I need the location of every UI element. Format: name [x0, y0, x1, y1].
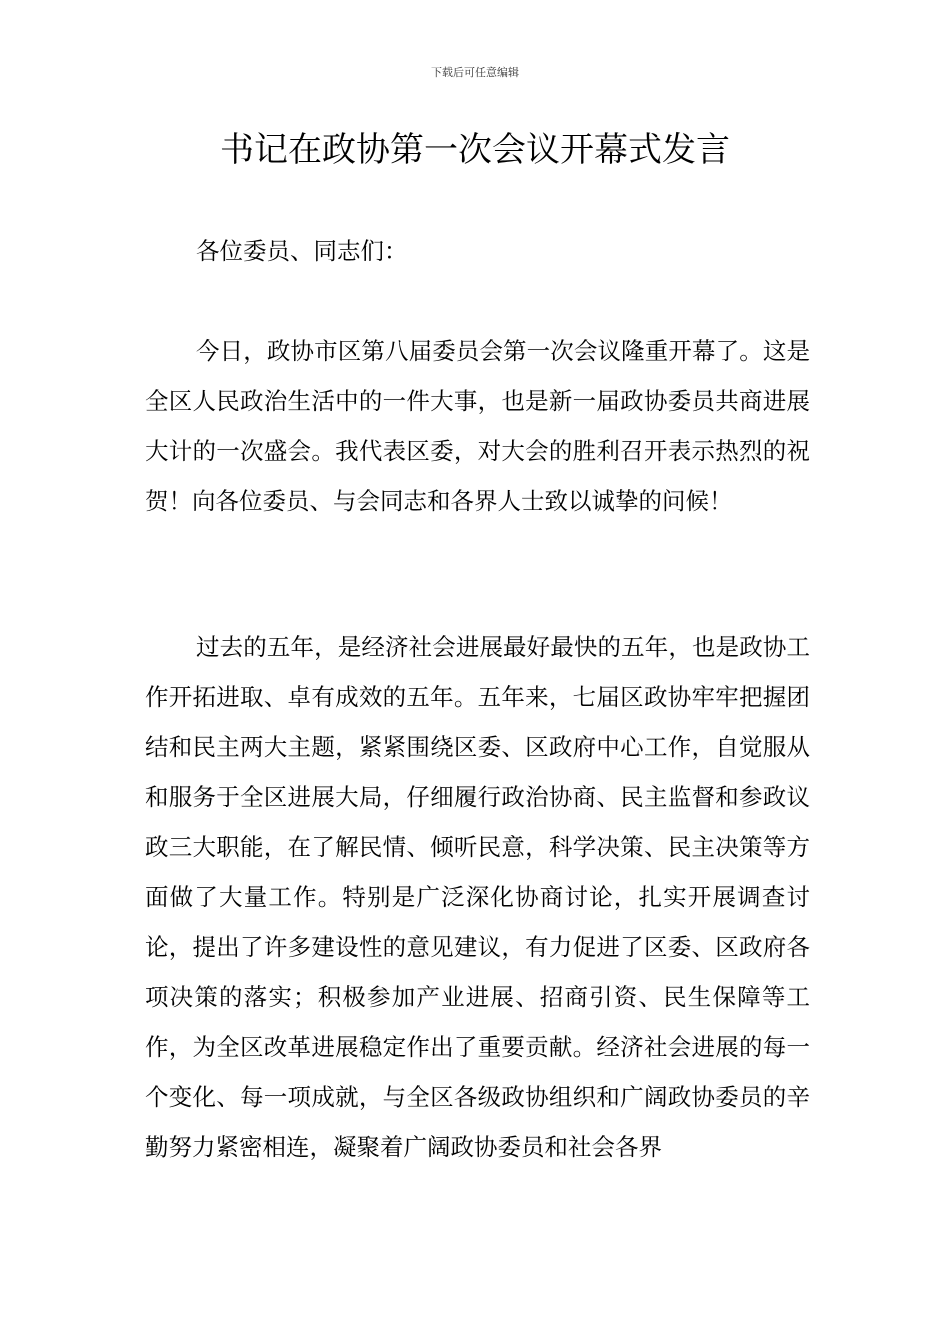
- paragraph-opening: 今日，政协市区第八届委员会第一次会议隆重开幕了。这是全区人民政治生活中的一件大事，也是新一届政协委员共商进展大计的一次盛会。我代表区委，对大会的胜利召开表示热烈的祝贺！向各位委员、与会同志和各界人士致以诚挚的问候！: [145, 337, 810, 515]
- paragraph-review: 过去的五年，是经济社会进展最好最快的五年，也是政协工作开拓进取、卓有成效的五年。五年来，七届区政协牢牢把握团结和民主两大主题，紧紧围绕区委、区政府中心工作，自觉服从和服务于全区进展大局，仔细履行政治协商、民主监督和参政议政三大职能，在了解民情、倾听民意，科学决策、民主决策等方面做了大量工作。特别是广泛深化协商讨论，扎实开展调查讨论，提出了许多建设性的意见建议，有力促进了区委、区政府各项决策的落实；积极参加产业进展、招商引资、民生保障等工作，为全区改革进展稳定作出了重要贡献。经济社会进展的每一个变化、每一项成就，与全区各级政协组织和广阔政协委员的辛勤努力紧密相连，凝聚着广阔政协委员和社会各界: [145, 633, 810, 1161]
- salutation: 各位委员、同志们：: [196, 237, 408, 265]
- document-title: 书记在政协第一次会议开幕式发言: [220, 130, 730, 170]
- header-note: 下载后可任意编辑: [431, 66, 519, 79]
